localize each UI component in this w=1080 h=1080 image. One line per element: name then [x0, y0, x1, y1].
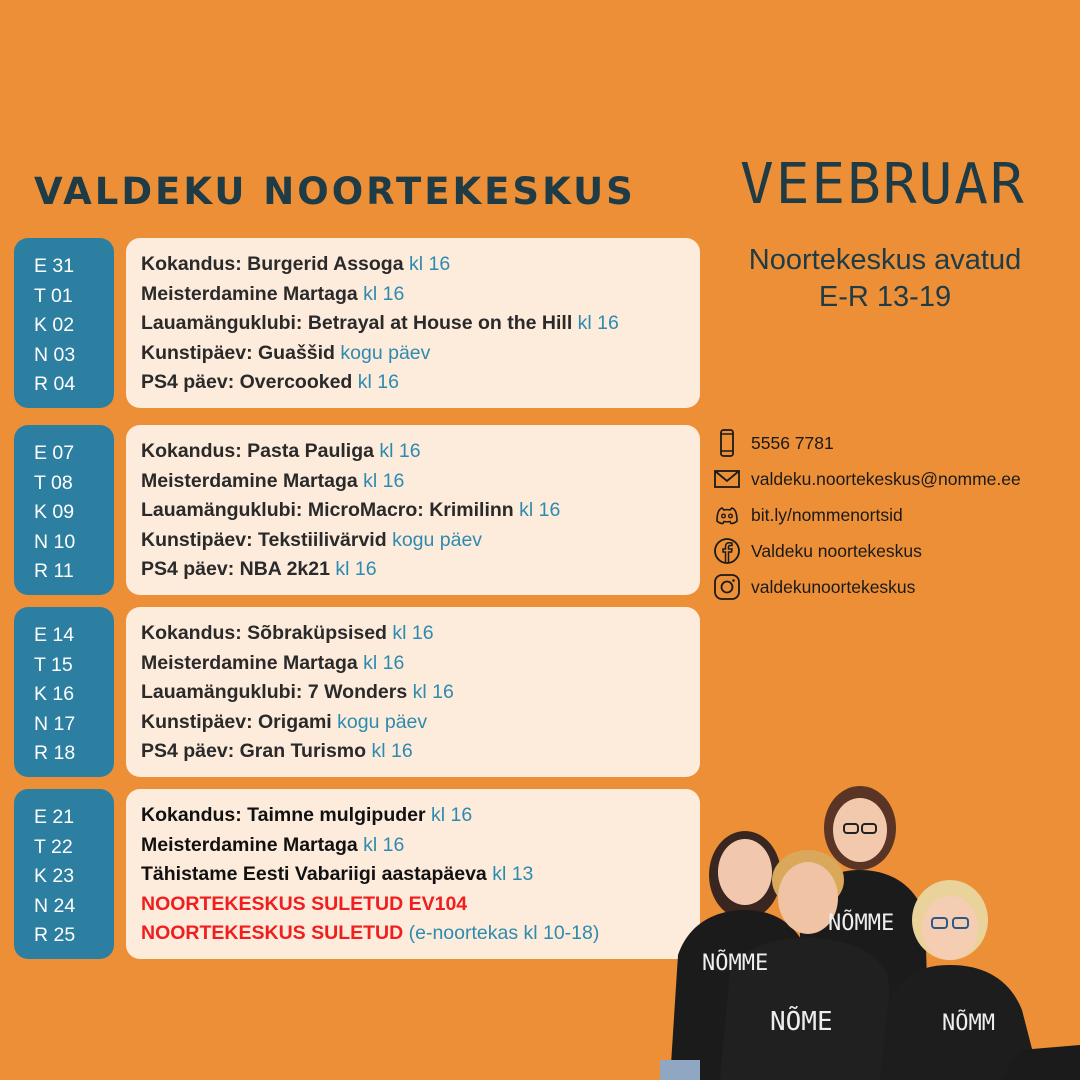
event-name: PS4 päev: Gran Turismo: [141, 740, 367, 762]
event-row: [141, 649, 700, 679]
event-name: Meisterdamine Martaga: [141, 833, 358, 856]
event-time: kl 16: [409, 253, 451, 275]
event-row: [141, 555, 700, 585]
event-row: [141, 619, 700, 649]
day-label: T 08: [34, 471, 73, 494]
events-column: [126, 789, 700, 959]
event-name: PS4 päev: NBA 2k21: [141, 558, 330, 580]
day-label: N 10: [34, 530, 76, 553]
event-row-closed: [141, 919, 700, 949]
contact-list: [713, 425, 1021, 605]
event-row: [141, 801, 700, 831]
event-time: kl 16: [519, 499, 561, 521]
events-column: [126, 425, 700, 595]
day-label: K 23: [34, 865, 75, 887]
day-label: R 11: [34, 560, 74, 582]
event-time: kl 16: [431, 804, 473, 826]
sweater-text: NÕME: [770, 1007, 833, 1037]
event-time: kl 16: [363, 282, 405, 305]
event-time: kl 16: [379, 440, 421, 462]
event-row: [141, 860, 700, 890]
event-name: Kokandus: Burgerid Assoga: [141, 253, 404, 275]
event-name: Kunstipäev: Origami: [141, 710, 332, 733]
event-name: Tähistame Eesti Vabariigi aastapäeva: [141, 863, 487, 885]
event-name: PS4 päev: Overcooked: [141, 371, 353, 393]
events-column: [126, 238, 700, 408]
days-column: [14, 607, 114, 777]
sweater-text: NÕMME: [702, 951, 769, 976]
day-label: T 01: [34, 284, 73, 307]
event-name: NOORTEKESKUS SULETUD EV104: [141, 892, 468, 915]
day-label: K 09: [34, 501, 75, 523]
contact-discord[interactable]: [713, 497, 1021, 533]
event-row-closed: [141, 890, 700, 920]
days-column: [14, 789, 114, 959]
days-column: [14, 425, 114, 595]
opening-hours: [700, 242, 1070, 316]
contact-email[interactable]: [713, 461, 1021, 497]
week-block-2: [14, 425, 700, 595]
event-name: Meisterdamine Martaga: [141, 651, 358, 674]
event-time: kl 16: [363, 469, 405, 492]
day-label: E 07: [34, 442, 75, 464]
event-row: [141, 467, 700, 497]
day-label: N 03: [34, 343, 76, 366]
day-label: T 15: [34, 653, 73, 676]
team-photo: [660, 780, 1080, 1080]
event-name: Lauamänguklubi: Betrayal at House on the Hill: [141, 312, 573, 334]
email-icon: [713, 465, 741, 493]
event-name: Kokandus: Pasta Pauliga: [141, 440, 374, 462]
contact-phone[interactable]: [713, 425, 1021, 461]
event-time: kogu päev: [337, 710, 428, 733]
event-time: kogu päev: [340, 341, 431, 364]
day-label: K 16: [34, 683, 75, 705]
event-name: NOORTEKESKUS SULETUD: [141, 922, 404, 944]
event-time: kl 16: [363, 833, 405, 856]
contact-text: valdeku.noortekeskus@nomme.ee: [751, 468, 1021, 489]
contact-text: bit.ly/nommenortsid: [751, 504, 903, 525]
week-block-3: [14, 607, 700, 777]
events-column: [126, 607, 700, 777]
day-label: E 14: [34, 624, 75, 646]
opening-hours-line-2: E-R 13-19: [818, 281, 952, 313]
event-row: [141, 309, 700, 339]
event-row: [141, 339, 700, 369]
event-name: Meisterdamine Martaga: [141, 469, 358, 492]
event-name: Kunstipäev: Tekstiilivärvid: [141, 528, 387, 551]
event-row: [141, 737, 700, 767]
week-block-4: [14, 789, 700, 959]
phone-icon: [713, 429, 741, 457]
month-heading: VEEBRUAR: [740, 152, 1026, 217]
event-time: kl 16: [357, 371, 399, 393]
days-column: [14, 238, 114, 408]
day-label: N 24: [34, 894, 76, 917]
day-label: K 02: [34, 314, 75, 336]
page-title: VALDEKU NOORTEKESKUS: [34, 170, 636, 213]
event-time: kl 13: [492, 863, 534, 885]
day-label: R 04: [34, 373, 76, 395]
event-row: [141, 280, 700, 310]
event-time: (e-noortekas kl 10-18): [408, 922, 600, 944]
event-time: kogu päev: [392, 528, 483, 551]
event-row: [141, 437, 700, 467]
day-label: E 31: [34, 255, 75, 277]
day-label: E 21: [34, 806, 75, 828]
event-time: kl 16: [371, 740, 413, 762]
contact-facebook[interactable]: [713, 533, 1021, 569]
opening-hours-line-1: Noortekeskus avatud: [748, 244, 1022, 276]
event-name: Meisterdamine Martaga: [141, 282, 358, 305]
event-row: [141, 250, 700, 280]
day-label: R 25: [34, 924, 76, 946]
event-time: kl 16: [392, 622, 434, 644]
event-row: [141, 496, 700, 526]
team-photo-illustration: [660, 780, 1080, 1080]
event-time: kl 16: [577, 312, 619, 334]
sweater-text: NÕMM: [942, 1011, 995, 1036]
discord-icon: [713, 501, 741, 529]
day-label: T 22: [34, 835, 73, 858]
sweater-text: NÕMME: [828, 911, 895, 936]
contact-text: valdekunoortekeskus: [751, 576, 916, 597]
facebook-icon: [713, 537, 741, 565]
event-name: Kokandus: Sõbraküpsised: [141, 622, 387, 644]
contact-instagram[interactable]: [713, 569, 1021, 605]
event-time: kl 16: [335, 558, 377, 580]
week-block-1: [14, 238, 700, 408]
event-row: [141, 708, 700, 738]
event-name: Kokandus: Taimne mulgipuder: [141, 804, 426, 826]
contact-text: 5556 7781: [751, 432, 834, 453]
event-row: [141, 678, 700, 708]
event-name: Lauamänguklubi: 7 Wonders: [141, 681, 408, 703]
event-row: [141, 368, 700, 398]
event-time: kl 16: [412, 681, 454, 703]
event-time: kl 16: [363, 651, 405, 674]
event-name: Lauamänguklubi: MicroMacro: Krimilinn: [141, 499, 514, 521]
instagram-icon: [713, 573, 741, 601]
event-name: Kunstipäev: Guaššid: [141, 341, 335, 364]
event-row: [141, 526, 700, 556]
contact-text: Valdeku noortekeskus: [751, 540, 922, 561]
day-label: N 17: [34, 712, 76, 735]
day-label: R 18: [34, 742, 76, 764]
event-row: [141, 831, 700, 861]
